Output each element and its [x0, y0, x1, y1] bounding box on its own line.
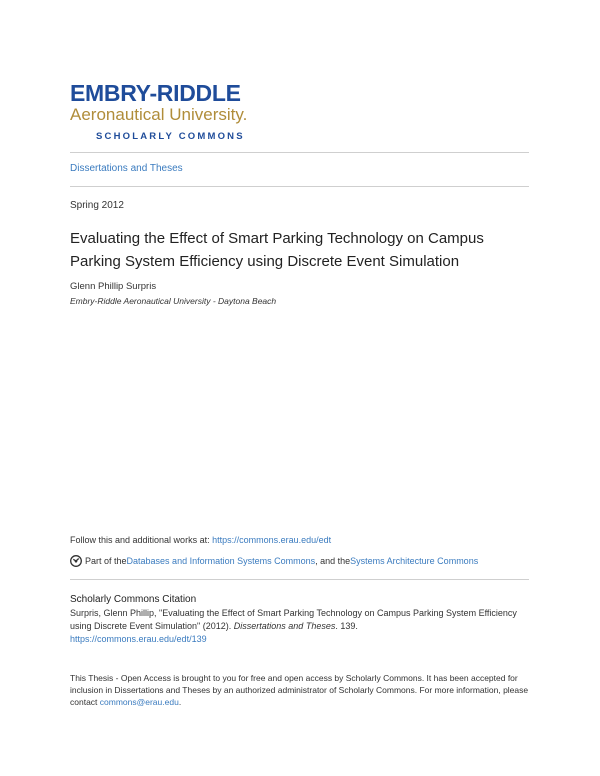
author-name: Glenn Phillip Surpris — [70, 281, 157, 292]
publication-date: Spring 2012 — [70, 200, 124, 211]
follow-url-link[interactable]: https://commons.erau.edu/edt — [212, 535, 332, 545]
contact-email-link[interactable]: commons@erau.edu — [99, 697, 179, 707]
citation-body: Surpris, Glenn Phillip, "Evaluating the Effect of Smart Parking Technology on Campus Parking System Efficiency using Discrete Event Simulation" (2012). — [70, 608, 517, 631]
systems-architecture-commons-link[interactable]: Systems Architecture Commons — [350, 556, 479, 566]
part-of-prefix: Part of the — [85, 556, 127, 566]
divider-series — [70, 186, 529, 187]
author-affiliation: Embry-Riddle Aeronautical University - Daytona Beach — [70, 296, 277, 306]
follow-line — [70, 535, 331, 545]
follow-prefix: Follow this and additional works at: — [70, 535, 213, 545]
part-of-line — [70, 555, 478, 567]
databases-commons-link[interactable]: Databases and Information Systems Commons — [126, 556, 316, 566]
document-title: Evaluating the Effect of Smart Parking Technology on Campus Parking System Efficiency using Discrete Event Simulation — [70, 230, 484, 270]
open-access-icon — [70, 555, 82, 567]
part-of-middle: , and the — [315, 556, 351, 566]
citation-url-link[interactable]: https://commons.erau.edu/edt/139 — [70, 634, 207, 644]
license-statement — [70, 672, 532, 708]
logo-line-university: EMBRY-RIDDLE — [70, 80, 241, 106]
license-end: . — [178, 697, 182, 707]
citation-series: Dissertations and Theses — [233, 621, 336, 631]
divider-citation — [70, 579, 529, 580]
citation-heading: Scholarly Commons Citation — [70, 594, 197, 605]
logo-line-aeronautical: Aeronautical University. — [70, 105, 248, 124]
erau-scholarly-commons-logo[interactable] — [70, 82, 320, 143]
logo-line-scholarly-commons: SCHOLARLY COMMONS — [96, 131, 245, 142]
citation-number: . 139. — [335, 621, 358, 631]
citation-text — [70, 607, 532, 646]
license-text: This Thesis - Open Access is brought to you for free and open access by Scholarly Commons. It has been accepted for inclusion in Dissertations and Theses by an authorized administrator of Scholarly Commons. For more information, please contact — [70, 673, 529, 707]
series-link[interactable]: Dissertations and Theses — [70, 163, 183, 174]
divider-top — [70, 152, 529, 153]
